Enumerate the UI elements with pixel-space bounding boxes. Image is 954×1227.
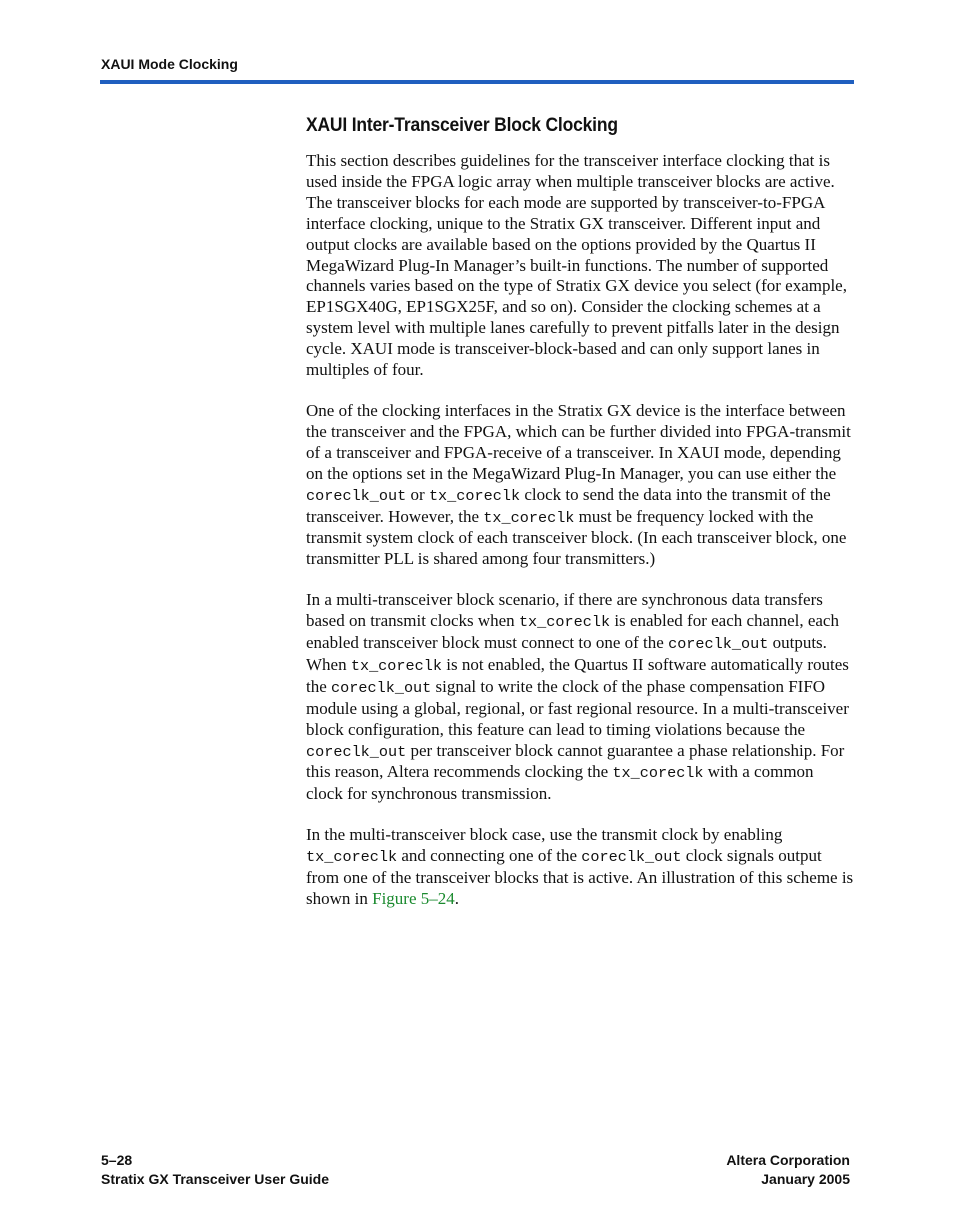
paragraph-text: In a multi-transceiver block scenario, if there are synchronous data transfers based on transmit clocks when xyxy=(306,590,823,631)
main-content xyxy=(306,115,854,930)
page-number: 5–28 xyxy=(101,1152,133,1168)
paragraph-text: clock signals output from one of the transceiver blocks that is active. An illustration of this scheme is shown in xyxy=(306,846,854,908)
signal-coreclk-out: coreclk_out xyxy=(581,848,682,867)
book-title: Stratix GX Transceiver User Guide xyxy=(101,1171,329,1187)
signal-coreclk-out: coreclk_out xyxy=(668,635,769,654)
footer-left xyxy=(101,1151,329,1189)
running-head: XAUI Mode Clocking xyxy=(101,56,238,72)
paragraph-1 xyxy=(306,151,854,381)
signal-tx-coreclk: tx_coreclk xyxy=(518,613,611,632)
paragraph-text: with a common clock for synchronous transmission. xyxy=(306,762,814,804)
paragraph-text: In the multi-transceiver block case, use the transmit clock by enabling xyxy=(306,825,783,845)
header-rule xyxy=(100,80,854,84)
paragraph-3 xyxy=(306,590,854,805)
paragraph-text: is enabled for each channel, each enabled transceiver block must connect to one of the xyxy=(306,611,839,653)
paragraph-text: One of the clocking interfaces in the Stratix GX device is the interface between the transceiver and the FPGA, which can be further divided into FPGA-transmit of a transceiver and FPGA-receive of a transceiver. In XAUI mode, depending on the options set in the MegaWizard Plug-In Manager, you can use either the xyxy=(306,400,851,483)
publication-date: January 2005 xyxy=(761,1171,850,1187)
signal-coreclk-out: coreclk_out xyxy=(331,678,432,697)
paragraph-text: or xyxy=(406,484,429,504)
paragraph-2 xyxy=(306,401,854,570)
paragraph-text: is not enabled, the Quartus II software automatically routes the xyxy=(306,654,849,696)
signal-tx-coreclk: tx_coreclk xyxy=(483,508,575,527)
signal-tx-coreclk: tx_coreclk xyxy=(350,656,442,675)
company-name: Altera Corporation xyxy=(726,1152,850,1168)
figure-5-24-link[interactable]: Figure 5–24 xyxy=(372,889,455,908)
signal-tx-coreclk: tx_coreclk xyxy=(612,764,704,783)
paragraph-1-text: This section describes guidelines for the transceiver interface clocking that is used inside the FPGA logic array when multiple transceiver blocks are active. The transceiver blocks for each mode are supported by transceiver-to-FPGA interface clocking, unique to the Stratix GX transceiver. Different input and output clocks are available based on the options provided by the Quartus II MegaWizard Plug-In Manager’s built-in functions. The number of supported channels varies based on the type of Stratix GX device you select (for example, EP1SGX40G, EP1SGX25F, and so on). Consider the clocking schemes at a system level with multiple lanes carefully to prevent pitfalls later in the design cycle. XAUI mode is transceiver-block-based and can only support lanes in multiples of four. xyxy=(306,151,847,380)
paragraph-text: per transceiver block cannot guarantee a phase relationship. For this reason, Altera recommends clocking the xyxy=(306,740,845,782)
signal-tx-coreclk: tx_coreclk xyxy=(306,848,398,867)
paragraph-text: must be frequency locked with the transmit system clock of each transceiver block. (In each transceiver block, one transmitter PLL is shared among four transmitters.) xyxy=(306,506,847,569)
signal-tx-coreclk: tx_coreclk xyxy=(428,486,521,505)
paragraph-text: clock to send the data into the transmit of the transceiver. However, the xyxy=(306,484,831,526)
paragraph-text: and connecting one of the xyxy=(397,846,582,866)
signal-coreclk-out: coreclk_out xyxy=(306,486,407,505)
footer-right xyxy=(726,1151,850,1189)
paragraph-text: outputs. When xyxy=(306,633,827,674)
section-title: XAUI Inter-Transceiver Block Clocking xyxy=(306,115,618,136)
signal-coreclk-out: coreclk_out xyxy=(306,742,407,761)
paragraph-4 xyxy=(306,825,854,910)
paragraph-text: . xyxy=(454,889,460,908)
paragraph-text: signal to write the clock of the phase compensation FIFO module using a global, regional, or fast regional resource. In a multi-transceiver block configuration, this feature can lead to timing violations because the xyxy=(306,676,849,739)
